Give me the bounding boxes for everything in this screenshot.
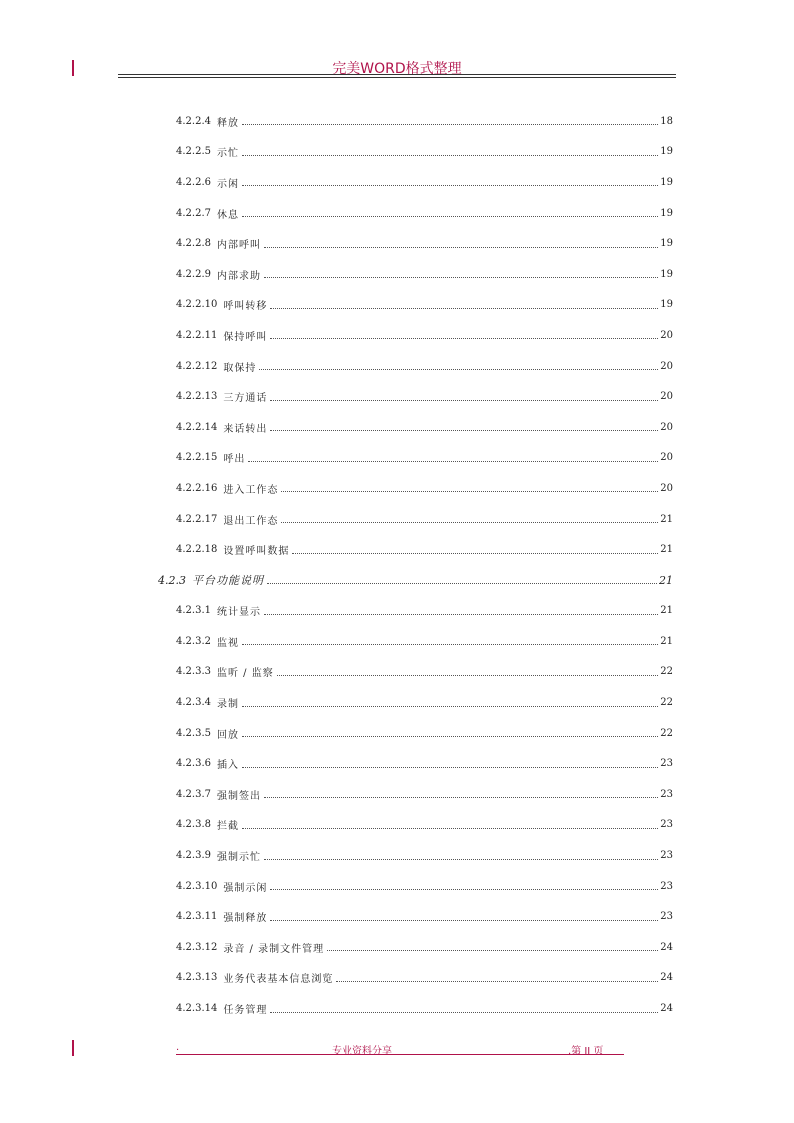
- toc-entry-number: 4.2.3.6: [176, 758, 211, 770]
- toc-entry-page: 21: [660, 544, 673, 556]
- toc-entry-number: 4.2.3.13: [176, 972, 218, 984]
- toc-entry[interactable]: [0, 198, 673, 229]
- toc-leader-dots: [281, 490, 658, 492]
- toc-leader-dots: [270, 888, 658, 890]
- toc-entry-page: 23: [660, 880, 673, 892]
- toc-entry[interactable]: [0, 596, 673, 627]
- toc-entry-page: 21: [660, 605, 673, 617]
- toc-leader-dots: [242, 184, 658, 186]
- toc-entry[interactable]: [0, 993, 673, 1024]
- footer-rule: [176, 1054, 624, 1055]
- toc-entry-number: 4.2.3.2: [176, 635, 211, 647]
- toc-entry[interactable]: [0, 779, 673, 810]
- toc-entry-title: 回放: [217, 729, 239, 741]
- toc-entry-page: 23: [660, 850, 673, 862]
- toc-entry-number: 4.2.3.12: [176, 941, 218, 953]
- toc-entry-title: 录音 / 录制文件管理: [223, 943, 325, 955]
- toc-entry-number: 4.2.3.4: [176, 697, 211, 709]
- toc-leader-dots: [264, 276, 658, 278]
- toc-leader-dots: [242, 123, 658, 125]
- toc-entry[interactable]: [0, 167, 673, 198]
- toc-leader-dots: [248, 460, 658, 462]
- toc-entry-title: 呼出: [223, 454, 246, 466]
- toc-leader-dots: [292, 552, 658, 554]
- toc-entry[interactable]: [0, 963, 673, 994]
- toc-entry-page: 19: [660, 238, 673, 250]
- toc-leader-dots: [327, 949, 658, 951]
- toc-entry-number: 4.2.2.6: [176, 176, 211, 188]
- toc-entry[interactable]: [0, 290, 673, 321]
- toc-entry-page: 19: [660, 299, 673, 311]
- toc-entry-number: 4.2.2.10: [176, 299, 218, 311]
- toc-leader-dots: [242, 215, 658, 217]
- toc-entry-page: 24: [660, 972, 673, 984]
- toc-leader-dots: [270, 399, 658, 401]
- toc-leader-dots: [270, 429, 658, 431]
- header-rule-secondary: [118, 77, 676, 78]
- toc-entry-number: 4.2.3.14: [176, 1003, 218, 1015]
- toc-entry-title: 拦截: [217, 821, 239, 833]
- toc-leader-dots: [281, 521, 658, 523]
- toc-entry[interactable]: [0, 687, 673, 718]
- toc-entry-page: 19: [660, 146, 673, 158]
- toc-entry-title: 示忙: [217, 148, 239, 160]
- toc-entry[interactable]: [0, 840, 673, 871]
- toc-leader-dots: [242, 154, 658, 156]
- toc-entry-title: 进入工作态: [223, 484, 279, 496]
- toc-entry-number: 4.2.2.18: [176, 544, 218, 556]
- header-rule: [118, 74, 676, 75]
- toc-entry[interactable]: [0, 657, 673, 688]
- toc-entry[interactable]: [0, 810, 673, 841]
- toc-entry-page: 19: [660, 176, 673, 188]
- toc-entry-page: 23: [660, 758, 673, 770]
- toc-entry[interactable]: [0, 443, 673, 474]
- toc-entry-page: 20: [660, 421, 673, 433]
- footer-center-text: 专业资料分享: [332, 1046, 392, 1057]
- toc-entry[interactable]: [0, 565, 673, 596]
- toc-entry-title: 来话转出: [223, 423, 268, 435]
- toc-entry-page: 23: [660, 819, 673, 831]
- toc-entry-title: 录制: [217, 699, 239, 711]
- toc-entry-title: 示闲: [217, 178, 239, 190]
- toc-entry[interactable]: [0, 871, 673, 902]
- toc-entry-page: 21: [660, 635, 673, 647]
- toc-entry-title: 释放: [217, 117, 239, 129]
- toc-entry-title: 平台功能说明: [192, 574, 264, 588]
- toc-entry-page: 23: [660, 788, 673, 800]
- toc-entry-title: 取保持: [223, 362, 257, 374]
- table-of-contents: [0, 106, 794, 1024]
- toc-entry-title: 强制签出: [217, 790, 261, 802]
- toc-entry[interactable]: [0, 932, 673, 963]
- toc-leader-dots: [270, 919, 658, 921]
- toc-entry[interactable]: [0, 534, 673, 565]
- toc-entry-title: 统计显示: [217, 607, 261, 619]
- toc-entry[interactable]: [0, 748, 673, 779]
- toc-leader-dots: [264, 796, 658, 798]
- footer-page-number: .第 II 页: [568, 1046, 604, 1057]
- toc-entry-page: 20: [660, 360, 673, 372]
- toc-entry-page: 24: [660, 1003, 673, 1015]
- toc-leader-dots: [264, 246, 658, 248]
- toc-entry-number: 4.2.2.8: [176, 238, 211, 250]
- toc-entry[interactable]: [0, 320, 673, 351]
- toc-entry[interactable]: [0, 351, 673, 382]
- toc-entry-title: 内部呼叫: [217, 240, 261, 252]
- toc-leader-dots: [259, 368, 658, 370]
- toc-entry-number: 4.2.2.7: [176, 207, 211, 219]
- toc-entry-title: 三方通话: [223, 393, 268, 405]
- toc-entry-page: 22: [660, 697, 673, 709]
- toc-entry-number: 4.2.2.14: [176, 421, 218, 433]
- toc-leader-dots: [242, 766, 658, 768]
- toc-entry-title: 退出工作态: [223, 515, 279, 527]
- toc-entry-title: 保持呼叫: [223, 331, 268, 343]
- toc-entry-title: 强制示闲: [223, 882, 268, 894]
- toc-entry-number: 4.2.2.5: [176, 146, 211, 158]
- toc-entry-title: 休息: [217, 209, 239, 221]
- toc-leader-dots: [242, 643, 658, 645]
- toc-entry-number: 4.2.3.7: [176, 788, 211, 800]
- toc-entry-page: 19: [660, 207, 673, 219]
- toc-leader-dots: [264, 858, 658, 860]
- toc-entry-page: 19: [660, 268, 673, 280]
- toc-entry[interactable]: [0, 259, 673, 290]
- toc-leader-dots: [264, 613, 658, 615]
- toc-entry-title: 内部求助: [217, 270, 261, 282]
- toc-entry[interactable]: [0, 504, 673, 535]
- footer-margin-mark: [72, 1040, 74, 1056]
- toc-entry-page: 20: [660, 391, 673, 403]
- toc-entry-title: 插入: [217, 760, 239, 772]
- toc-entry-number: 4.2.2.12: [176, 360, 218, 372]
- toc-entry-page: 20: [660, 329, 673, 341]
- toc-entry[interactable]: [0, 137, 673, 168]
- toc-entry-number: 4.2.3.11: [176, 911, 218, 923]
- toc-entry-title: 监听 / 监察: [217, 668, 274, 680]
- toc-entry-number: 4.2.3: [158, 573, 186, 587]
- toc-entry[interactable]: [0, 901, 673, 932]
- page-header-title: 完美WORD格式整理: [332, 61, 462, 77]
- toc-entry-number: 4.2.3.5: [176, 727, 211, 739]
- toc-entry-title: 业务代表基本信息浏览: [223, 974, 334, 986]
- toc-leader-dots: [270, 307, 658, 309]
- toc-entry-number: 4.2.2.15: [176, 452, 218, 464]
- toc-leader-dots: [336, 980, 658, 982]
- toc-leader-dots: [267, 582, 657, 584]
- toc-entry-number: 4.2.2.4: [176, 115, 211, 127]
- toc-entry-number: 4.2.2.9: [176, 268, 211, 280]
- toc-entry-number: 4.2.3.3: [176, 666, 211, 678]
- toc-entry[interactable]: [0, 473, 673, 504]
- toc-entry-page: 20: [660, 482, 673, 494]
- toc-leader-dots: [242, 827, 658, 829]
- toc-entry-number: 4.2.3.8: [176, 819, 211, 831]
- toc-entry[interactable]: [0, 228, 673, 259]
- toc-entry[interactable]: [0, 412, 673, 443]
- toc-entry-page: 21: [660, 513, 673, 525]
- toc-entry[interactable]: [0, 381, 673, 412]
- toc-entry-number: 4.2.3.1: [176, 605, 211, 617]
- toc-entry-title: 设置呼叫数据: [223, 546, 290, 558]
- toc-entry-page: 23: [660, 911, 673, 923]
- toc-entry-title: 强制释放: [223, 913, 268, 925]
- toc-entry-title: 呼叫转移: [223, 301, 268, 313]
- toc-entry-number: 4.2.2.16: [176, 482, 218, 494]
- toc-entry-number: 4.2.3.10: [176, 880, 218, 892]
- toc-entry-page: 21: [659, 573, 673, 587]
- toc-entry-title: 任务管理: [223, 1005, 268, 1017]
- toc-leader-dots: [277, 674, 659, 676]
- toc-leader-dots: [270, 337, 658, 339]
- toc-entry-title: 强制示忙: [217, 852, 261, 864]
- toc-entry-number: 4.2.2.17: [176, 513, 218, 525]
- toc-entry[interactable]: [0, 106, 673, 137]
- toc-entry-page: 18: [660, 115, 673, 127]
- toc-entry-page: 22: [660, 666, 673, 678]
- toc-entry-number: 4.2.2.13: [176, 391, 218, 403]
- toc-leader-dots: [242, 735, 658, 737]
- toc-entry-page: 24: [660, 941, 673, 953]
- footer-left-text: .: [176, 1042, 180, 1053]
- toc-entry-title: 监视: [217, 637, 239, 649]
- toc-entry-number: 4.2.2.11: [176, 329, 218, 341]
- toc-entry-number: 4.2.3.9: [176, 850, 211, 862]
- toc-leader-dots: [242, 705, 658, 707]
- toc-leader-dots: [270, 1011, 658, 1013]
- toc-entry-page: 20: [660, 452, 673, 464]
- toc-entry[interactable]: [0, 626, 673, 657]
- toc-entry[interactable]: [0, 718, 673, 749]
- toc-entry-page: 22: [660, 727, 673, 739]
